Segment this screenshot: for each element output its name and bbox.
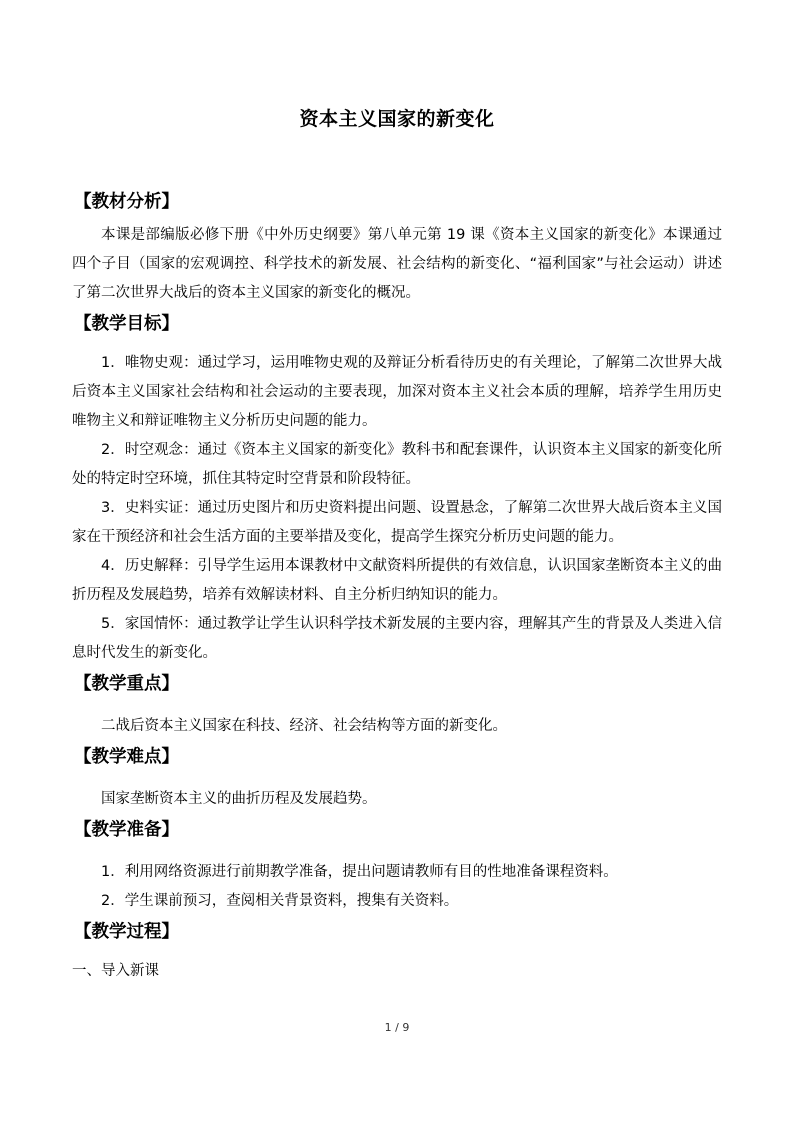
document-body <box>72 186 722 986</box>
page-number: 1 / 9 <box>384 1021 410 1034</box>
section-heading-key: 【教学重点】 <box>74 674 179 694</box>
analysis-paragraph: 本课是部编版必修下册《中外历史纲要》第八单元第 19 课《资本主义国家的新变化》本课通过四个子目（国家的宏观调控、科学技术的新发展、社会结构的新变化、“福利国家”与社会运动）讲述了第二次世界大战后的资本主义国家的新变化的概况。 <box>72 227 722 301</box>
section-heading-goals: 【教学目标】 <box>74 314 179 334</box>
goal-item: 4．历史解释：引导学生运用本课教材中文献资料所提供的有效信息，认识国家垄断资本主义的曲折历程及发展趋势，培养有效解读材料、自主分析归纳知识的能力。 <box>72 558 722 603</box>
process-first-step: 一、导入新课 <box>72 963 159 979</box>
prep-item: 1．利用网络资源进行前期教学准备，提出问题请教师有目的性地准备课程资料。 <box>101 864 618 880</box>
page-title: 资本主义国家的新变化 <box>299 108 495 130</box>
goal-item: 2．时空观念：通过《资本主义国家的新变化》教科书和配套课件，认识资本主义国家的新变化所处的特定时空环境，抓住其特定时空背景和阶段特征。 <box>72 442 722 487</box>
prep-item: 2．学生课前预习，查阅相关背景资料，搜集有关资料。 <box>101 893 459 909</box>
goal-item: 5．家国情怀：通过教学让学生认识科学技术新发展的主要内容，理解其产生的背景及人类进入信息时代发生的新变化。 <box>72 616 722 661</box>
key-paragraph: 二战后资本主义国家在科技、经济、社会结构等方面的新变化。 <box>101 718 507 734</box>
section-heading-prep: 【教学准备】 <box>74 820 179 840</box>
section-heading-process: 【教学过程】 <box>74 922 179 942</box>
goal-item: 3．史料实证：通过历史图片和历史资料提出问题、设置悬念，了解第二次世界大战后资本主义国家在干预经济和社会生活方面的主要举措及变化，提高学生探究分析历史问题的能力。 <box>72 500 722 545</box>
difficulty-paragraph: 国家垄断资本主义的曲折历程及发展趋势。 <box>101 791 377 807</box>
section-heading-analysis: 【教材分析】 <box>74 192 179 212</box>
goal-item: 1．唯物史观：通过学习，运用唯物史观的及辩证分析看待历史的有关理论，了解第二次世界大战后资本主义国家社会结构和社会运动的主要表现，加深对资本主义社会本质的理解，培养学生用历史唯物主义和辩证唯物主义分析历史问题的能力。 <box>72 355 722 429</box>
section-heading-difficulty: 【教学难点】 <box>74 747 179 767</box>
